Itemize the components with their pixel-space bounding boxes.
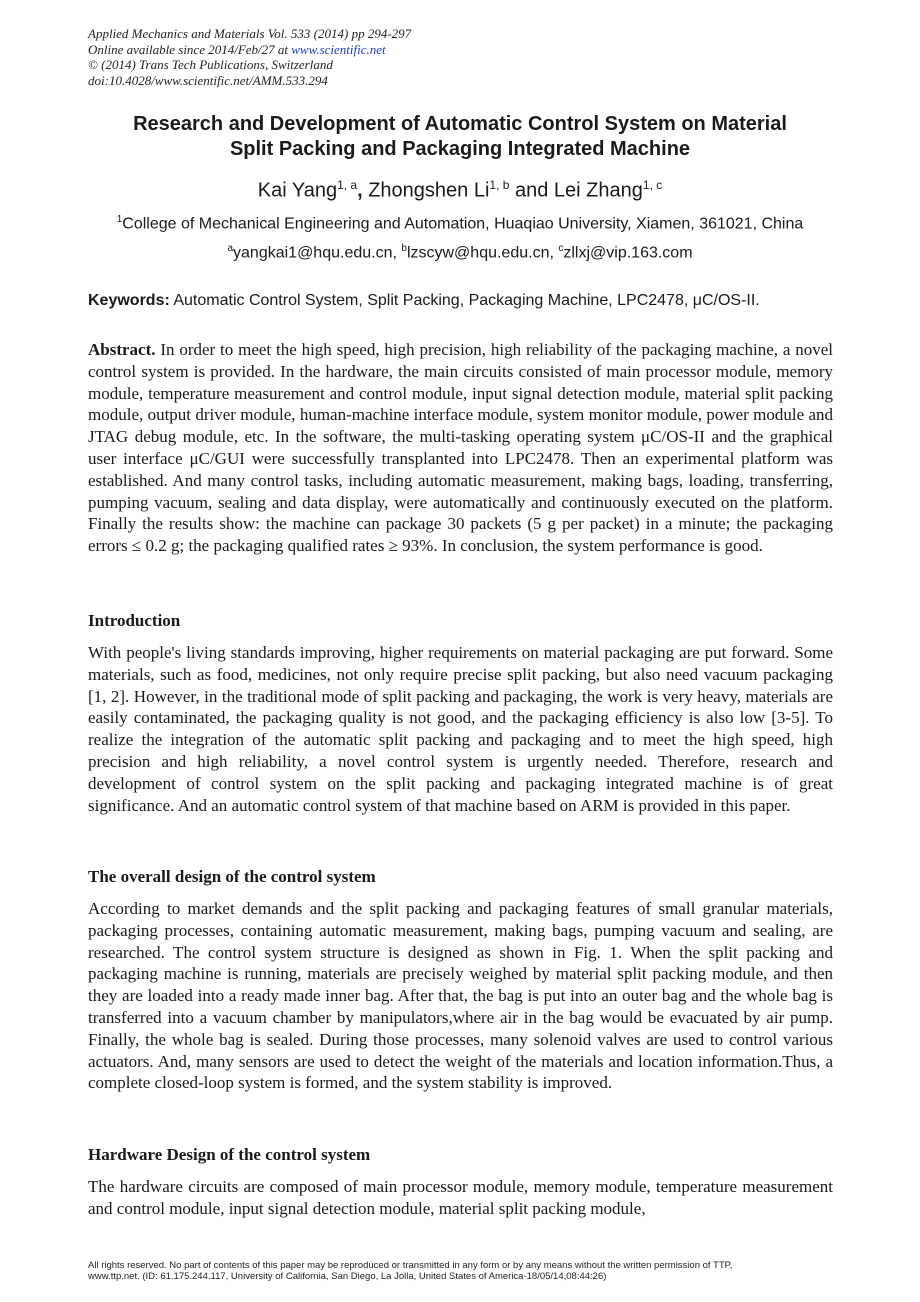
email-address: yangkai1@hqu.edu.cn, [233,244,402,262]
author-name: Zhongshen Li [368,179,490,202]
paper-title: Research and Development of Automatic Control System on Material Split Packing and Packaging Integrated Machine [133,113,787,160]
author-name: Lei Zhang [553,179,643,202]
doi-line: doi:10.4028/www.scientific.net/AMM.533.294 [88,72,328,88]
online-availability: Online available since 2014/Feb/27 at www.scientific.net [88,41,386,57]
copyright-line: © (2014) Trans Tech Publications, Switzerland [88,57,333,72]
section-heading: The overall design of the control system [88,867,376,886]
author-name: Kai Yang [257,179,338,202]
section-body: The hardware circuits are composed of main processor module, memory module, temperature measurement and control module, input signal detection module, material split packing module, [88,1177,833,1218]
author-affil-marker: 1, b [489,178,510,192]
email-list: $^a$yangkai1@hqu.edu.cn, $^b$lzscyw@hqu.edu.cn, $^c$zllxj@vip.163.com [227,243,693,262]
keywords [88,292,848,310]
rights-footer: All rights reserved. No part of contents of this paper may be reproduced or transmitted in any form or by any means without the written permission of TTP, www.ttp.net. (ID: 61.175.244.117, University of California, San Diego, La Jolla, United States of America-18/05/14,08:44:26) [88,1260,733,1282]
keywords-label: Keywords: [88,292,170,309]
section-heading: Introduction [88,611,181,630]
author-affil-marker: 1, c [642,178,663,192]
keywords-text: Automatic Control System, Split Packing, Packaging Machine, LPC2478, μC/OS-II. [169,292,760,309]
section-body: With people's living standards improving, higher requirements on material packaging are put forward. Some materials, such as food, medicines, not only require precise split packing, but also need vacuum packaging [1, 2]. However, in the traditional mode of split packing and packaging, the work is very heavy, materials are easily contaminated, the packaging quality is not good, and the packaging efficiency is also low [3-5]. To realize the integration of the automatic split packing and packaging and to meet the high speed, high precision and high reliability, a novel control system is urgently needed. Therefore, research and development of control system on the split packing and packaging integrated machine is of great significance. And an automatic control system of that machine based on ARM is provided in this paper. [88,643,833,815]
abstract [88,339,833,557]
section-heading: Hardware Design of the control system [88,1145,371,1164]
publisher-link[interactable]: www.scientific.net [291,41,386,57]
section-body: According to market demands and the split packing and packaging features of small granular materials, packaging processes, containing automatic measurement, making bags, pumping vacuum and sealing, are researched. The control system structure is designed as shown in Fig. 1. When the split packing and packaging machine is running, materials are precisely weighed by material split packing module, and then they are loaded into a ready made inner bag. After that, the bag is put into an outer bag and the whole bag is transferred into a vacuum chamber by manipulators,where air in the bag would be evacuated by air pump. Finally, the whole bag is sealed. During those processes, many solenoid valves are used to control various actuators. And, many sensors are used to detect the weight of the materials and location information.Thus, a complete closed-loop system is formed, and the system stability is improved. [88,899,833,1093]
journal-citation: Applied Mechanics and Materials Vol. 533 (2014) pp 294-297 [88,26,412,41]
email-address: zllxj@vip.163.com [563,244,693,262]
abstract-label: Abstract. [88,340,156,359]
author-affil-marker: 1, a [337,178,358,192]
affiliation: $^1$College of Mechanical Engineering and Automation, Huaqiao University, Xiamen, 361021, China [116,214,804,233]
abstract-text: In order to meet the high speed, high precision, high reliability of the packaging machine, a novel control system is provided. In the hardware, the main circuits consisted of main processor module, memory module, temperature measurement and control module, input signal detection module, material split packing module, output driver module, human-machine interface module, system monitor module, power module and JTAG debug module, etc. In the software, the multi-tasking operating system μC/OS-II and the graphical user interface μC/GUI were successfully transplanted into LPC2478. Then an experimental platform was established. And many control tasks, including automatic measurement, making bags, loading, transferring, pumping vacuum, sealing and data display, were automatically and continuously executed on the platform. Finally the results show: the machine can package 30 packets (5 g per packet) in a minute; the packaging errors ≤ 0.2 g; the packaging qualified rates ≥ 93%. In conclusion, the system performance is good. [88,340,833,556]
author-list: Kai Yang$^{1, a}$, Zhongshen Li$^{1, b}$ and Lei Zhang$^{1, c}$ [257,178,663,202]
journal-header [88,26,411,88]
email-address: lzscyw@hqu.edu.cn, [406,244,559,262]
